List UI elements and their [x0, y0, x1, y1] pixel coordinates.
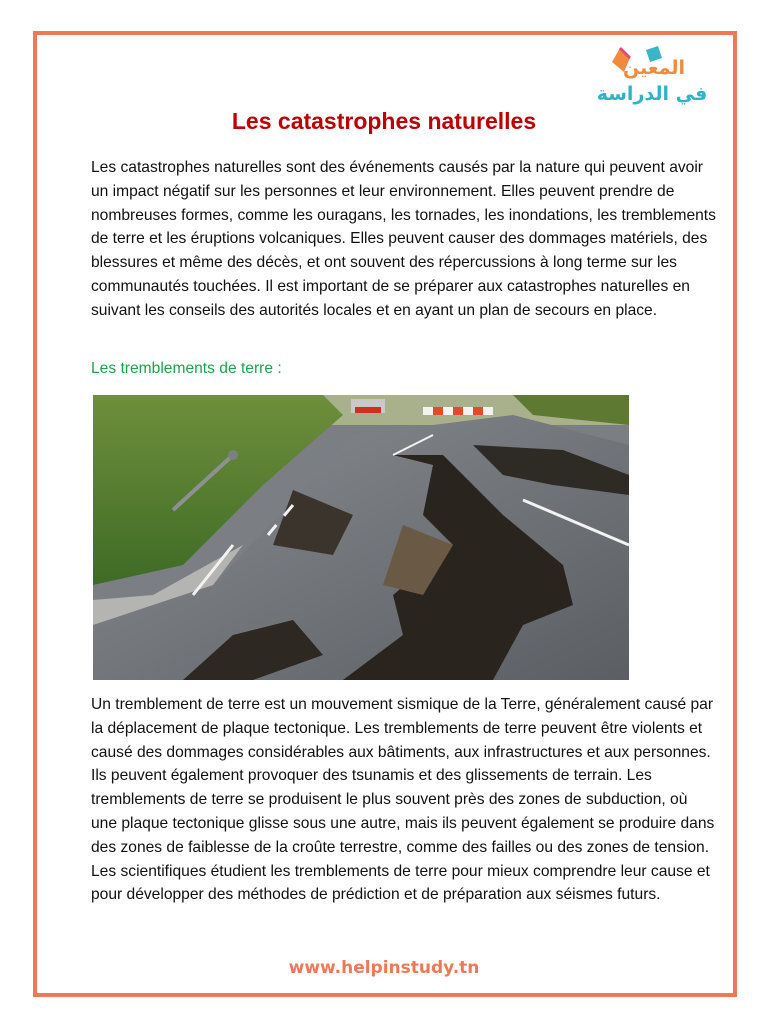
earthquake-photo: [93, 395, 629, 680]
section-paragraph: Un tremblement de terre est un mouvement sismique de la Terre, généralement causé par la déplacement de plaque tectonique. Les tremblements de terre peuvent être violents et causé des dommages considérables aux bâtiments, aux infrastructures et aux personnes. Ils peuvent également provoquer des tsunamis et des glissements de terrain. Les tremblements de terre se produisent le plus souvent près des zones de subduction, où une plaque tectonique glisse sous une autre, mais ils peuvent également se produire dans des zones de faiblesse de la croûte terrestre, comme des failles ou des zones de tension. Les scientifiques étudient les tremblements de terre pour mieux comprendre leur cause et pour développer des méthodes de prédiction et de préparation aux séismes futurs.: [91, 696, 715, 904]
logo-line1: المعين: [623, 57, 685, 79]
footer-link[interactable]: www.helpinstudy.tn: [288, 958, 480, 978]
page-title: Les catastrophes naturelles: [231, 108, 537, 134]
section-heading: Les tremblements de terre :: [91, 360, 282, 377]
intro-paragraph: Les catastrophes naturelles sont des événements causés par la nature qui peuvent avoir un impact négatif sur les personnes et leur environnement. Elles peuvent prendre de nombreuses formes, comme les ouragans, les tornades, les inondations, les tremblements de terre et les éruptions volcaniques. Elles peuvent causer des dommages matériels, des blessures et même des décès, et ont souvent des répercussions à long terme sur les communautés touchées. Il est important de se préparer aux catastrophes naturelles en suivant les conseils des autorités locales et en ayant un plan de secours en place.: [91, 159, 716, 319]
logo-line2: في الدراسة: [596, 83, 708, 105]
site-logo: [596, 44, 708, 106]
